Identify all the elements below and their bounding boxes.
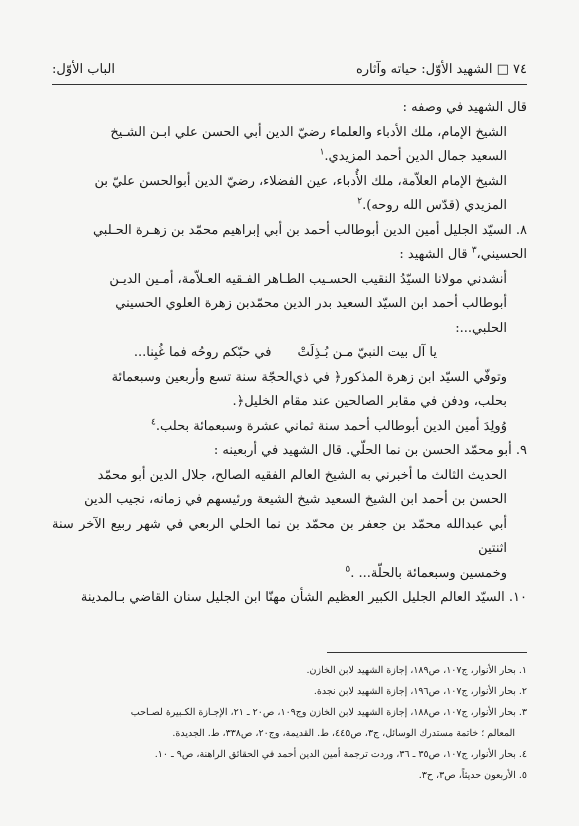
text-line: الحديث الثالث ما أخبرني به الشيخ العالم الفقيه الصالح، جلال الدين أبو محمّد [97,467,507,483]
text-line: ٨. السيّد الجليل أمين الدين أبوطالب أحمد بن أبي إبراهيم محمّد بن زهـرة الحـلبي [92,222,527,238]
text-span: المزيدي (قدّس الله روحه). [362,198,507,213]
running-header [52,62,527,82]
footnote-marker: ٤ [151,417,156,428]
poem-line [52,341,527,366]
running-title: ٧٤ □ الشهيد الأوّل: حياته وآثاره [355,62,527,77]
footnote-marker: ٣ [471,245,477,256]
text-span: وُولِدَ أمين الدين أبوطالب أحمد سنة ثماني عشرة وسبعمائة بحلب. [155,418,507,434]
text-line [52,562,527,587]
text-line: الحلبي...: [455,320,507,336]
poem-hemistich-1: يا آل بيت النبيّ مـن بُـذِلَتْ [297,345,437,360]
footnote-continuation: المعالم ؛ خاتمة مستدرك الوسائل، ج٣، ص٤٤٥، ط. القديمة، وج٢٠، ص٣٣٨، ط. الجديدة. [172,728,515,739]
text-line: أبوطالب أحمد ابن السيّد السعيد بدر الدين محمّدبن زهرة العلوي الحسيني [115,296,507,311]
footnote: ٣. بحار الأنوار، ج١٠٧، ص١٨٨، إجازة الشهيد لابن الخازن وج١٠٩، ص٢٠ ـ ٢١، الإجـازة الكـبيرة لصـاحب [130,707,527,718]
text-line: وتوفّي السيّد ابن زهرة المذكور﴿ في ذي‌الحجّة سنة تسع وأربعين وسبعمائة [111,369,507,385]
text-line: قال الشهيد في وصفه : [402,100,527,115]
text-line [52,243,527,268]
footnote-rule [327,652,527,653]
footnote-marker: ١ [319,147,325,158]
footnote-marker: ٥ [345,564,351,575]
text-line: بحلب، ودفن في مقابر الصالحين عند مقام الخليل﴿. [232,394,507,409]
text-line [52,194,527,219]
text-line: الشيخ الإمام، ملك الأدباء والعلماء رضيّ الدين أبي الحسن علي ابـن الشـيخ [110,124,507,140]
chapter-title: الباب الأوّل: [52,62,115,77]
text-span: وخمسين وسبعمائة بالحلّة... . [350,565,507,581]
text-line: الحسن بن أحمد ابن الشيخ السعيد شيخ الشيعة ورئيسهم في زمانه، نجيب الدين [84,492,507,507]
footnote: ٤. بحار الأنوار، ج١٠٧، ص٣٥ ـ ٣٦، وردت ترجمة أمين الدين أحمد في الحقائق الراهنة، ص٩ ـ ١٠. [154,749,527,760]
footnote: ٢. بحار الأنوار، ج١٠٧، ص١٩٦، إجازة الشهيد لابن نجدة. [313,686,527,697]
footnotes [52,660,527,786]
text-span: السعيد جمال الدين أحمد المزيدي. [324,149,507,164]
text-line [52,415,527,440]
text-line: ٩. أبو محمّد الحسن بن نما الحلّي. قال الشهيد في أربعينه : [213,443,527,458]
footnote: ١. بحار الأنوار، ج١٠٧، ص١٨٩، إجازة الشهيد لابن الخازن. [306,665,527,676]
text-span: الحسيني، [476,247,527,262]
text-line: أبي عبدالله محمّد بن جعفر بن محمّد بن نما الحلي الربعي في شهر ربيع الآخر سنة اثنتين [52,516,507,556]
header-rule [52,84,527,85]
poem-hemistich-2: في حبّكم روحُه فما غُبِنا... [133,345,272,360]
text-line: ١٠. السيّد العالم الجليل الكبير العظيم الشأن مهنّا ابن الجليل سنان القاضي بـالمدينة [80,590,527,605]
main-text [52,96,527,611]
text-line [52,145,527,170]
footnote-marker: ٢ [357,196,363,207]
footnote: ٥. الأربعون حديثاً، ص٣، ح٣. [418,770,527,781]
text-line: أنشدني مولانا السيّدُ النقيب الحسـيب الطـاهر الفـقيه العـلاّمة، أمـين الديـن [109,271,507,287]
text-span: قال الشهيد : [399,247,468,262]
text-line: الشيخ الإمام العلاّمة، ملك الأُدباء، عين الفضلاء، رضيّ الدين أبوالحسن عليّ بن [94,173,507,189]
